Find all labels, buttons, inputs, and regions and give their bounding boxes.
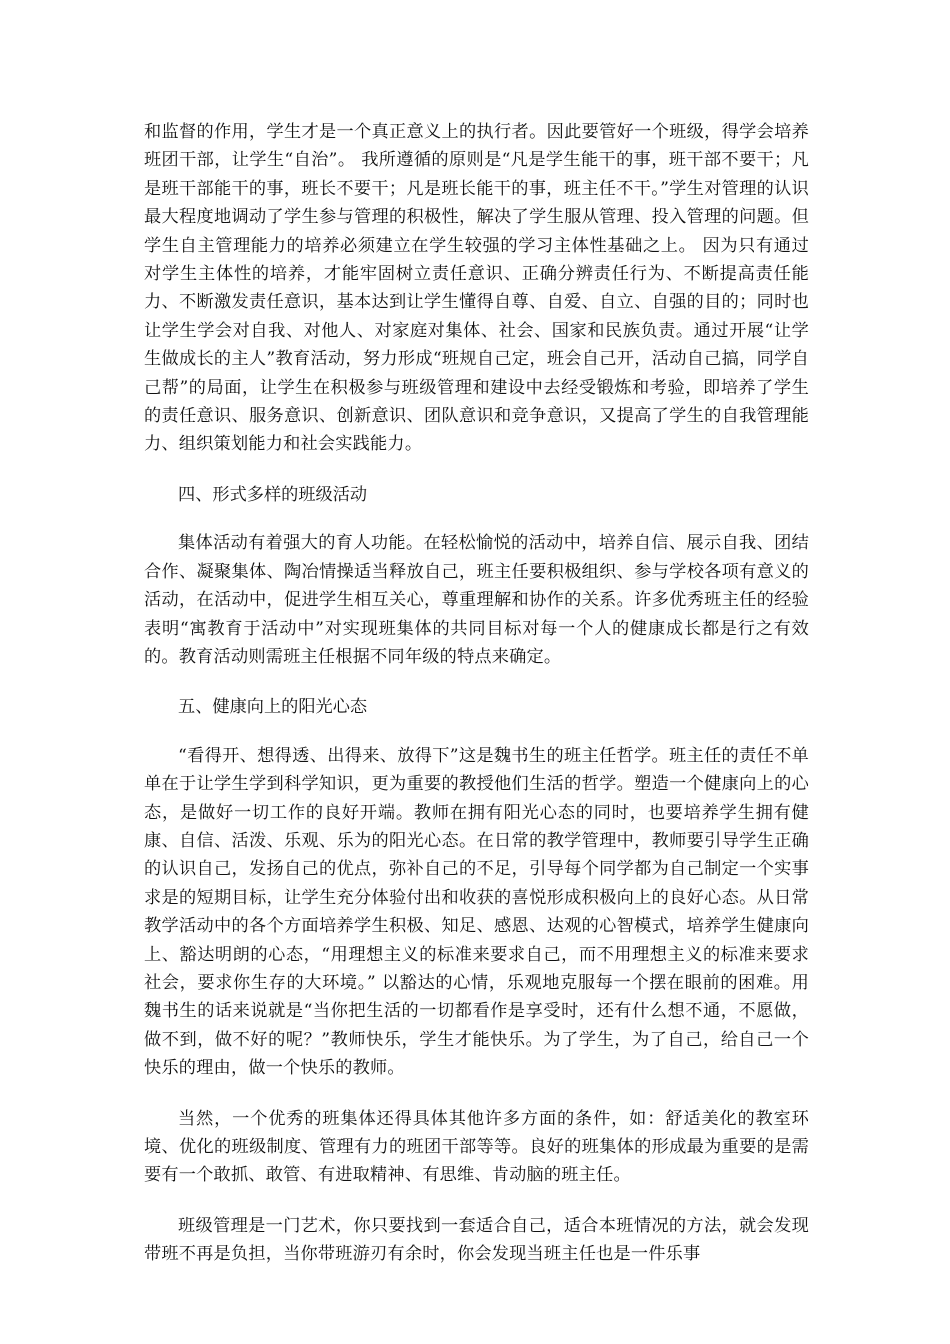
- document-page: [144, 118, 809, 1269]
- paragraph-management-art: 班级管理是一门艺术，你只要找到一套适合自己，适合本班情况的方法，就会发现带班不再是负担，当你带班游刃有余时，你会发现当班主任也是一件乐事: [144, 1215, 809, 1265]
- paragraph-sunny-mindset: “看得开、想得透、出得来、放得下”这是魏书生的班主任哲学。班主任的责任不单单在于让学生学到科学知识，更为重要的教授他们生活的哲学。塑造一个健康向上的心态，是做好一切工作的良好开端。教师在拥有阳光心态的同时，也要培养学生拥有健康、自信、活泼、乐观、乐为的阳光心态。在日常的教学管理中，教师要引导学生正确的认识自己，发扬自己的优点，弥补自己的不足，引导每个同学都为自己制定一个实事求是的短期目标，让学生充分体验付出和收获的喜悦形成积极向上的良好心态。从日常教学活动中的各个方面培养学生积极、知足、感恩、达观的心智模式，培养学生健康向上、豁达明朗的心态，“用理想主义的标准来要求自己，而不用理想主义的标准来要求社会，要求你生存的大环境。” 以豁达的心情，乐观地克服每一个摆在眼前的困难。用魏书生的话来说就是“当你把生活的一切都看作是享受时，还有什么想不通，不愿做，做不到，做不好的呢？”教师快乐，学生才能快乐。为了学生，为了自己，给自己一个快乐的理由，做一个快乐的教师。: [144, 745, 809, 1079]
- paragraph-collective-activities: 集体活动有着强大的育人功能。在轻松愉悦的活动中，培养自信、展示自我、团结合作、凝聚集体、陶冶情操适当释放自己，班主任要积极组织、参与学校各项有意义的活动，在活动中，促进学生相互关心，尊重理解和协作的关系。许多优秀班主任的经验表明“寓教育于活动中”对实现班集体的共同目标对每一个人的健康成长都是行之有效的。教育活动则需班主任根据不同年级的特点来确定。: [144, 533, 809, 667]
- section-heading-sunny-mindset: 五、健康向上的阳光心态: [178, 697, 368, 718]
- paragraph-other-conditions: 当然，一个优秀的班集体还得具体其他许多方面的条件，如：舒适美化的教室环境、优化的班级制度、管理有力的班团干部等等。良好的班集体的形成最为重要的是需要有一个敢抓、敢管、有进取精神、有思维、肯动脑的班主任。: [144, 1108, 809, 1186]
- paragraph-self-management: 和监督的作用，学生才是一个真正意义上的执行者。因此要管好一个班级，得学会培养班团干部，让学生“自治”。 我所遵循的原则是“凡是学生能干的事，班干部不要干；凡是班干部能干的事，班长不要干；凡是班长能干的事，班主任不干。”学生对管理的认识最大程度地调动了学生参与管理的积极性，解决了学生服从管理、投入管理的问题。但学生自主管理能力的培养必须建立在学生较强的学习主体性基础之上。 因为只有通过对学生主体性的培养，才能牢固树立责任意识、正确分辨责任行为、不断提高责任能力、不断激发责任意识，基本达到让学生懂得自尊、自爱、自立、自强的目的；同时也让学生学会对自我、对他人、对家庭对集体、社会、国家和民族负责。通过开展“让学生做成长的主人”教育活动，努力形成“班规自己定，班会自己开，活动自己搞，同学自己帮”的局面，让学生在积极参与班级管理和建设中去经受锻炼和考验，即培养了学生的责任意识、服务意识、创新意识、团队意识和竞争意识，又提高了学生的自我管理能力、组织策划能力和社会实践能力。: [144, 122, 809, 455]
- section-heading-class-activities: 四、形式多样的班级活动: [178, 484, 368, 505]
